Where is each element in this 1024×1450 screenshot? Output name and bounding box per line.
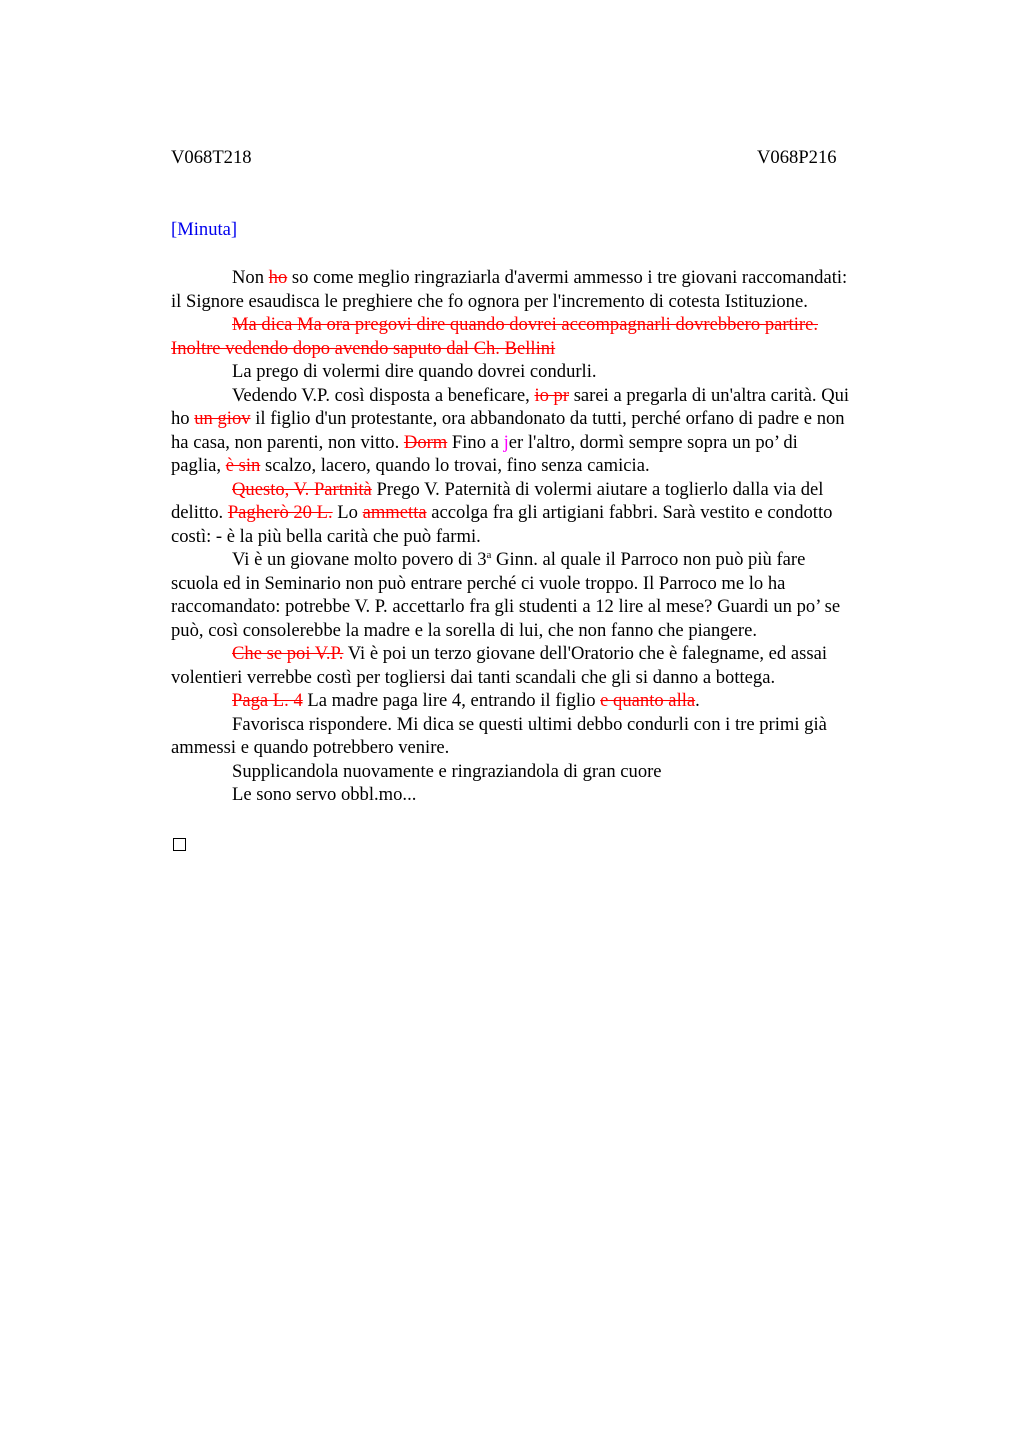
text-line: Favorisca rispondere. Mi dica se questi ultimi debbo condurli con i tre primi già (232, 713, 827, 735)
document-code-left: V068T218 (171, 147, 252, 168)
text-line: il Signore esaudisca le preghiere che fo ognora per l'incremento di cotesta Istituzione. (171, 290, 808, 312)
paragraph-2-deleted (171, 313, 931, 360)
deleted-text: Che se poi V.P. (232, 643, 344, 664)
text-line: Paga L. 4 La madre paga lire 4, entrando il figlio e quanto alla. (232, 690, 700, 711)
paragraph-5 (171, 478, 931, 549)
deleted-text: Paga L. 4 (232, 690, 303, 711)
paragraph-7 (171, 642, 931, 689)
deleted-text: Dorm (403, 431, 448, 453)
paragraph-3 (171, 360, 931, 384)
deleted-text: Inoltre vedendo dopo avendo saputo dal Ch. Bellini (171, 337, 556, 359)
deleted-text: ammetta (362, 502, 427, 523)
text-line: Che se poi V.P. Vi è poi un terzo giovane dell'Oratorio che è falegname, ed assai (232, 643, 828, 664)
paragraph-6 (171, 548, 931, 642)
section-label: [Minuta] (171, 219, 238, 240)
inserted-letter: j (503, 431, 509, 453)
deleted-text: un giov (194, 408, 251, 429)
deleted-text: Pagherò 20 L. (227, 502, 333, 523)
text-line: costì: - è la più bella carità che può farmi. (171, 525, 481, 547)
paragraph-1 (171, 266, 931, 313)
text-line (171, 313, 931, 337)
text-line: volentieri verrebbe costì per togliersi dai tanti scandali che gli si danno a bottega. (171, 666, 776, 688)
text-line: Vi è un giovane molto povero di 3$^a$ Ginn. al quale il Parroco non può più fare (232, 548, 806, 570)
text-line: ammessi e quando potrebbero venire. (171, 737, 450, 758)
deleted-text: è sin (225, 455, 261, 476)
text-line: paglia, è sin scalzo, lacero, quando lo trovai, fino senza camicia. (171, 455, 650, 476)
text-line: Non ho so come meglio ringraziarla d'avermi ammesso i tre giovani raccomandati: (232, 267, 848, 288)
text-line: raccomandato: potrebbe V. P. accettarlo fra gli studenti a 12 lire al mese? Guardi un po’ se (171, 596, 841, 617)
text-line: ha casa, non parenti, non vitto. Dorm Fino a jer l'altro, dormì sempre sopra un po’ di (171, 431, 798, 453)
deleted-text: Ma dica Ma ora pregovi dire quando dovrei accompagnarli dovrebbero partire. (232, 314, 818, 335)
deleted-text: io pr (534, 384, 570, 406)
document-code-right: V068P216 (757, 147, 837, 168)
text-line: può, così consolerebbe la madre e la sorella di lui, che non fanno che piangere. (171, 619, 757, 641)
text-line: Questo, V. Partnità Prego V. Paternità di volermi aiutare a toglierlo dalla via del (232, 478, 824, 500)
text-line: La prego di volermi dire quando dovrei condurli. (232, 361, 597, 382)
paragraph-9 (171, 713, 931, 760)
paragraph-10 (171, 760, 931, 784)
text-line: Le sono servo obbl.mo... (232, 784, 417, 805)
deleted-text: ho (268, 267, 288, 288)
text-line (171, 337, 931, 361)
deleted-text: e quanto alla (600, 690, 696, 711)
paragraph-4 (171, 384, 931, 478)
paragraph-8 (171, 689, 931, 713)
text-line: ho un giov il figlio d'un protestante, ora abbandonato da tutti, perché orfano di padre e non (171, 408, 845, 429)
text-line: delitto. Pagherò 20 L. Lo ammetta accolga fra gli artigiani fabbri. Sarà vestito e condotto (171, 502, 833, 523)
deleted-text: Questo, V. Partnità (232, 478, 372, 500)
text-line: Supplicandola nuovamente e ringraziandola di gran cuore (232, 760, 662, 782)
empty-square-icon (173, 838, 186, 851)
text-line: Vedendo V.P. così disposta a beneficare, io pr sarei a pregarla di un'altra carità. Qui (232, 384, 850, 406)
letter-body (171, 266, 931, 807)
text-line: scuola ed in Seminario non può entrare perché ci vuole troppo. Il Parroco me lo ha (171, 572, 786, 594)
superscript: a (486, 548, 492, 561)
closing-signature-line (171, 783, 931, 807)
